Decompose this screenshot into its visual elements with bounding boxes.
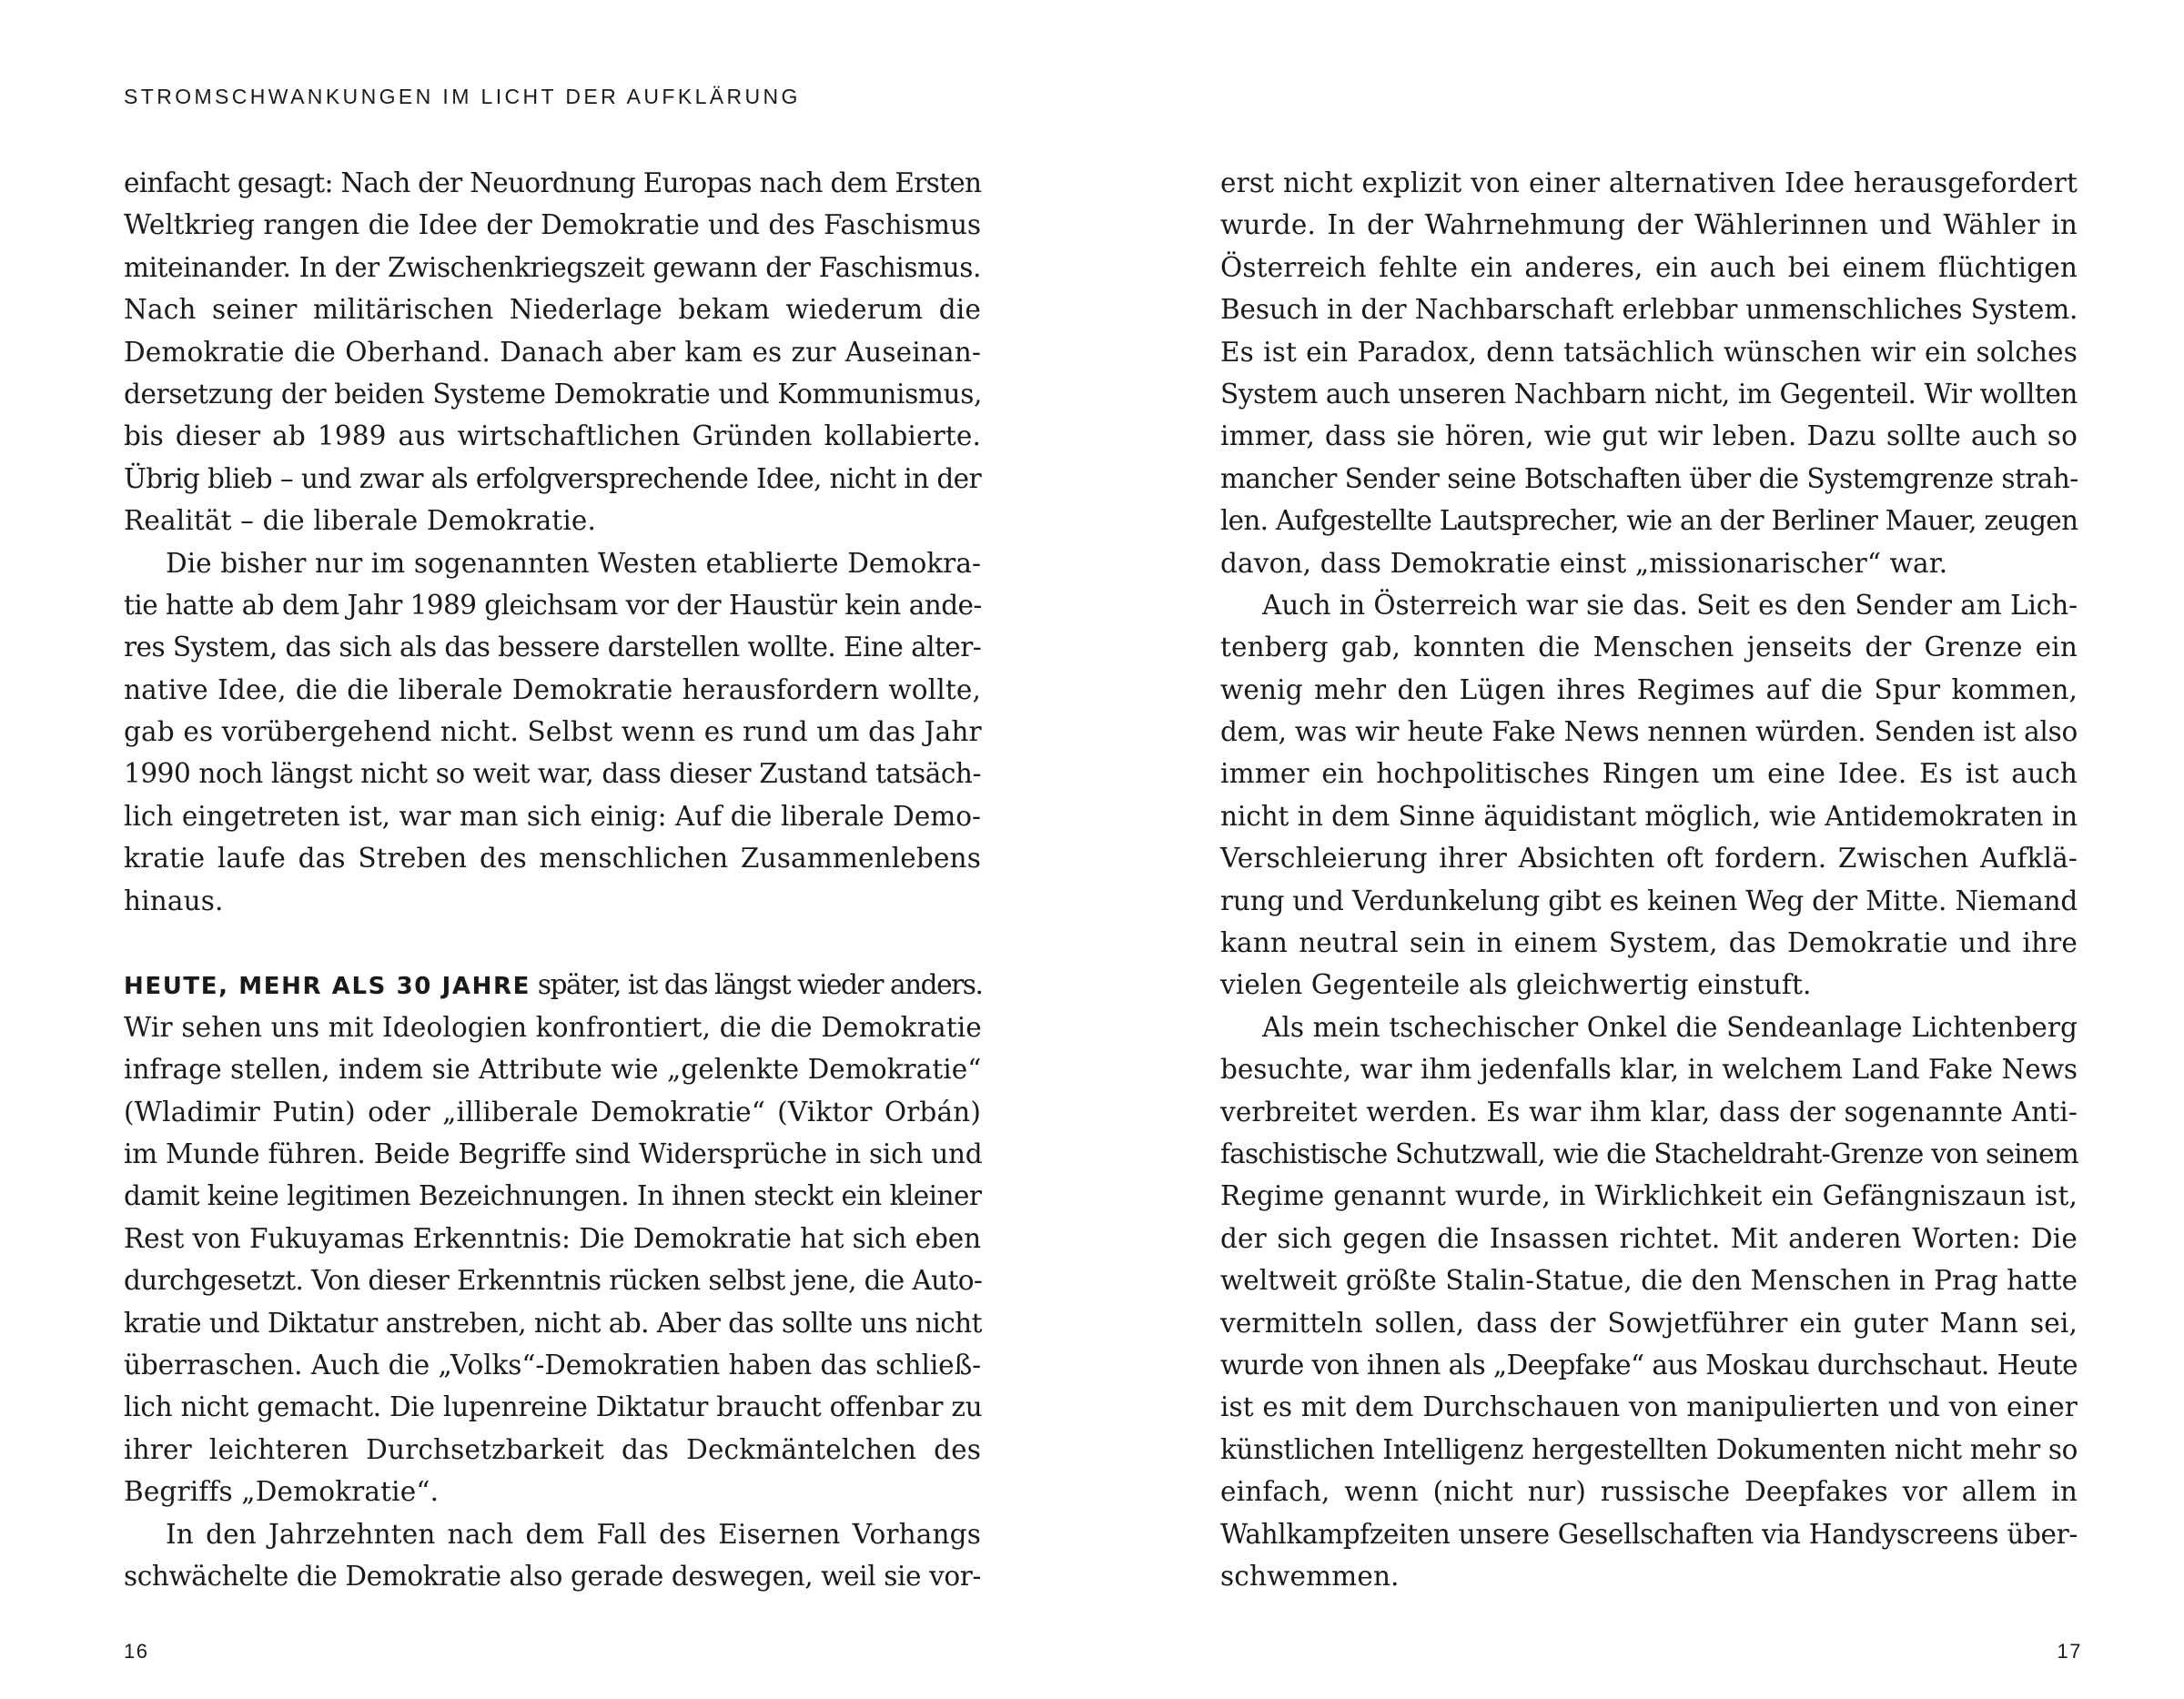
- text-line: künstlichen Intelligenz hergestellten Dokumenten nicht mehr so: [1220, 1433, 2078, 1465]
- text-line: vermitteln sollen, dass der Sowjetführer ein guter Mann sei,: [1220, 1307, 2078, 1339]
- text-line: vielen Gegenteile als gleichwertig einstuft.: [1220, 969, 1812, 1001]
- text-line: Regime genannt wurde, in Wirklichkeit ein Gefängniszaun ist,: [1220, 1180, 2078, 1212]
- text-line: einfach, wenn (nicht nur) russische Deepfakes vor allem in: [1220, 1476, 2078, 1508]
- text-line: (Wladimir Putin) oder „illiberale Demokratie“ (Viktor Orbán): [124, 1096, 981, 1128]
- text-line: nicht in dem Sinne äquidistant möglich, wie Antidemokraten in: [1220, 800, 2078, 832]
- section-lead-in: HEUTE, MEHR ALS 30 JAHRE: [124, 973, 531, 1001]
- blank-line: [124, 922, 981, 964]
- text-line: kann neutral sein in einem System, das Demokratie und ihre: [1220, 927, 2078, 959]
- text-line: 1990 noch längst nicht so weit war, dass dieser Zustand tatsäch-: [124, 758, 981, 790]
- text-line: hinaus.: [124, 885, 224, 916]
- text-line: faschistische Schutzwall, wie die Stacheldraht-Grenze von seinem: [1220, 1138, 2079, 1169]
- text-line: res System, das sich als das bessere darstellen wollte. Eine alter-: [124, 632, 982, 663]
- text-line: Wir sehen uns mit Ideologien konfrontiert, die die Demokratie: [124, 1011, 982, 1043]
- text-line: Auch in Österreich war sie das. Seit es den Sender am Lich-: [1262, 589, 2078, 621]
- right-page: [1092, 0, 2184, 1699]
- section-opening-text: später, ist das längst wieder anders.: [530, 969, 983, 1001]
- text-line: durchgesetzt. Von dieser Erkenntnis rücken selbst jene, die Auto-: [124, 1265, 983, 1297]
- text-line: wurde. In der Wahrnehmung der Wählerinnen und Wähler in: [1220, 209, 2078, 241]
- text-line: mancher Sender seine Botschaften über die Systemgrenze strah-: [1220, 462, 2078, 494]
- text-line: miteinander. In der Zwischenkriegszeit gewann der Faschismus.: [124, 251, 981, 283]
- text-line: native Idee, die die liberale Demokratie herausfordern wollte,: [124, 673, 981, 705]
- text-line: überraschen. Auch die „Volks“-Demokratien haben das schließ-: [124, 1349, 981, 1380]
- text-line: schwemmen.: [1220, 1560, 1400, 1592]
- text-line: Wahlkampfzeiten unsere Gesellschaften via Handyscreens über-: [1220, 1518, 2078, 1550]
- text-line: Begriffs „Demokratie“.: [124, 1476, 440, 1508]
- text-line: tenberg gab, konnten die Menschen jenseits der Grenze ein: [1220, 632, 2078, 663]
- page-number: 16: [124, 1640, 149, 1663]
- text-line: immer, dass sie hören, wie gut wir leben. Dazu sollte auch so: [1220, 420, 2078, 452]
- text-line: der sich gegen die Insassen richtet. Mit anderen Worten: Die: [1220, 1222, 2078, 1254]
- text-line: damit keine legitimen Bezeichnungen. In ihnen steckt ein kleiner: [124, 1180, 982, 1212]
- text-line: In den Jahrzehnten nach dem Fall des Eisernen Vorhangs: [166, 1518, 981, 1550]
- text-line: bis dieser ab 1989 aus wirtschaftlichen Gründen kollabierte.: [124, 420, 981, 452]
- text-line: Demokratie die Oberhand. Danach aber kam es zur Auseinan-: [124, 336, 981, 368]
- text-line: im Munde führen. Beide Begriffe sind Widersprüche in sich und: [124, 1138, 983, 1169]
- text-line: Als mein tschechischer Onkel die Sendeanlage Lichtenberg: [1262, 1011, 2078, 1043]
- text-line: wenig mehr den Lügen ihres Regimes auf die Spur kommen,: [1220, 673, 2078, 705]
- text-line: ist es mit dem Durchschauen von manipulierten und von einer: [1220, 1391, 2078, 1423]
- text-line: len. Aufgestellte Lautsprecher, wie an der Berliner Mauer, zeugen: [1220, 505, 2078, 537]
- left-text-column: [124, 162, 981, 1597]
- text-line: Verschleierung ihrer Absichten oft fordern. Zwischen Aufklä-: [1220, 843, 2078, 875]
- text-line: Es ist ein Paradox, denn tatsächlich wünschen wir ein solches: [1220, 336, 2078, 368]
- text-line: Die bisher nur im sogenannten Westen etablierte Demokra-: [166, 547, 981, 579]
- text-line: gab es vorübergehend nicht. Selbst wenn es rund um das Jahr: [124, 716, 982, 748]
- text-line: weltweit größte Stalin-Statue, die den Menschen in Prag hatte: [1220, 1265, 2078, 1297]
- text-line: dem, was wir heute Fake News nennen würden. Senden ist also: [1220, 716, 2078, 748]
- section-opening-line: [124, 964, 981, 1006]
- text-line: lich eingetreten ist, war man sich einig: Auf die liberale Demo-: [124, 800, 981, 832]
- text-line: schwächelte die Demokratie also gerade deswegen, weil sie vor-: [124, 1560, 981, 1592]
- text-line: Rest von Fukuyamas Erkenntnis: Die Demokratie hat sich eben: [124, 1222, 981, 1254]
- text-line: wurde von ihnen als „Deepfake“ aus Moskau durchschaut. Heute: [1220, 1349, 2078, 1380]
- text-line: verbreitet werden. Es war ihm klar, dass der sogenannte Anti-: [1220, 1096, 2078, 1128]
- text-line: besuchte, war ihm jedenfalls klar, in welchem Land Fake News: [1220, 1054, 2078, 1086]
- text-line: Österreich fehlte ein anderes, ein auch bei einem flüchtigen: [1220, 251, 2078, 283]
- running-head: STROMSCHWANKUNGEN IM LICHT DER AUFKLÄRUNG: [124, 85, 801, 108]
- text-line: davon, dass Demokratie einst „missionarischer“ war.: [1220, 547, 1948, 579]
- text-line: Realität – die liberale Demokratie.: [124, 505, 597, 537]
- text-line: immer ein hochpolitisches Ringen um eine Idee. Es ist auch: [1220, 758, 2078, 790]
- text-line: dersetzung der beiden Systeme Demokratie und Kommunismus,: [124, 378, 983, 410]
- text-line: rung und Verdunkelung gibt es keinen Weg der Mitte. Niemand: [1220, 885, 2078, 916]
- text-line: infrage stellen, indem sie Attribute wie „gelenkte Demokratie“: [124, 1054, 982, 1086]
- text-line: erst nicht explizit von einer alternativen Idee herausgefordert: [1220, 167, 2078, 198]
- text-line: Weltkrieg rangen die Idee der Demokratie und des Faschismus: [124, 209, 981, 241]
- text-line: einfacht gesagt: Nach der Neuordnung Europas nach dem Ersten: [124, 167, 982, 198]
- text-line: tie hatte ab dem Jahr 1989 gleichsam vor der Haustür kein ande-: [124, 589, 982, 621]
- text-line: kratie und Diktatur anstreben, nicht ab. Aber das sollte uns nicht: [124, 1307, 982, 1339]
- text-line: Nach seiner militärischen Niederlage bekam wiederum die: [124, 294, 981, 326]
- text-line: Übrig blieb – und zwar als erfolgversprechende Idee, nicht in der: [124, 462, 981, 494]
- text-line: System auch unseren Nachbarn nicht, im Gegenteil. Wir wollten: [1220, 378, 2078, 410]
- text-line: kratie laufe das Streben des menschlichen Zusammenlebens: [124, 843, 981, 875]
- text-line: lich nicht gemacht. Die lupenreine Diktatur braucht offenbar zu: [124, 1391, 983, 1423]
- text-line: Besuch in der Nachbarschaft erlebbar unmenschliches System.: [1220, 294, 2078, 326]
- right-text-column: [1220, 162, 2078, 1597]
- text-line: ihrer leichteren Durchsetzbarkeit das Deckmäntelchen des: [124, 1433, 981, 1465]
- page-number: 17: [2057, 1640, 2082, 1663]
